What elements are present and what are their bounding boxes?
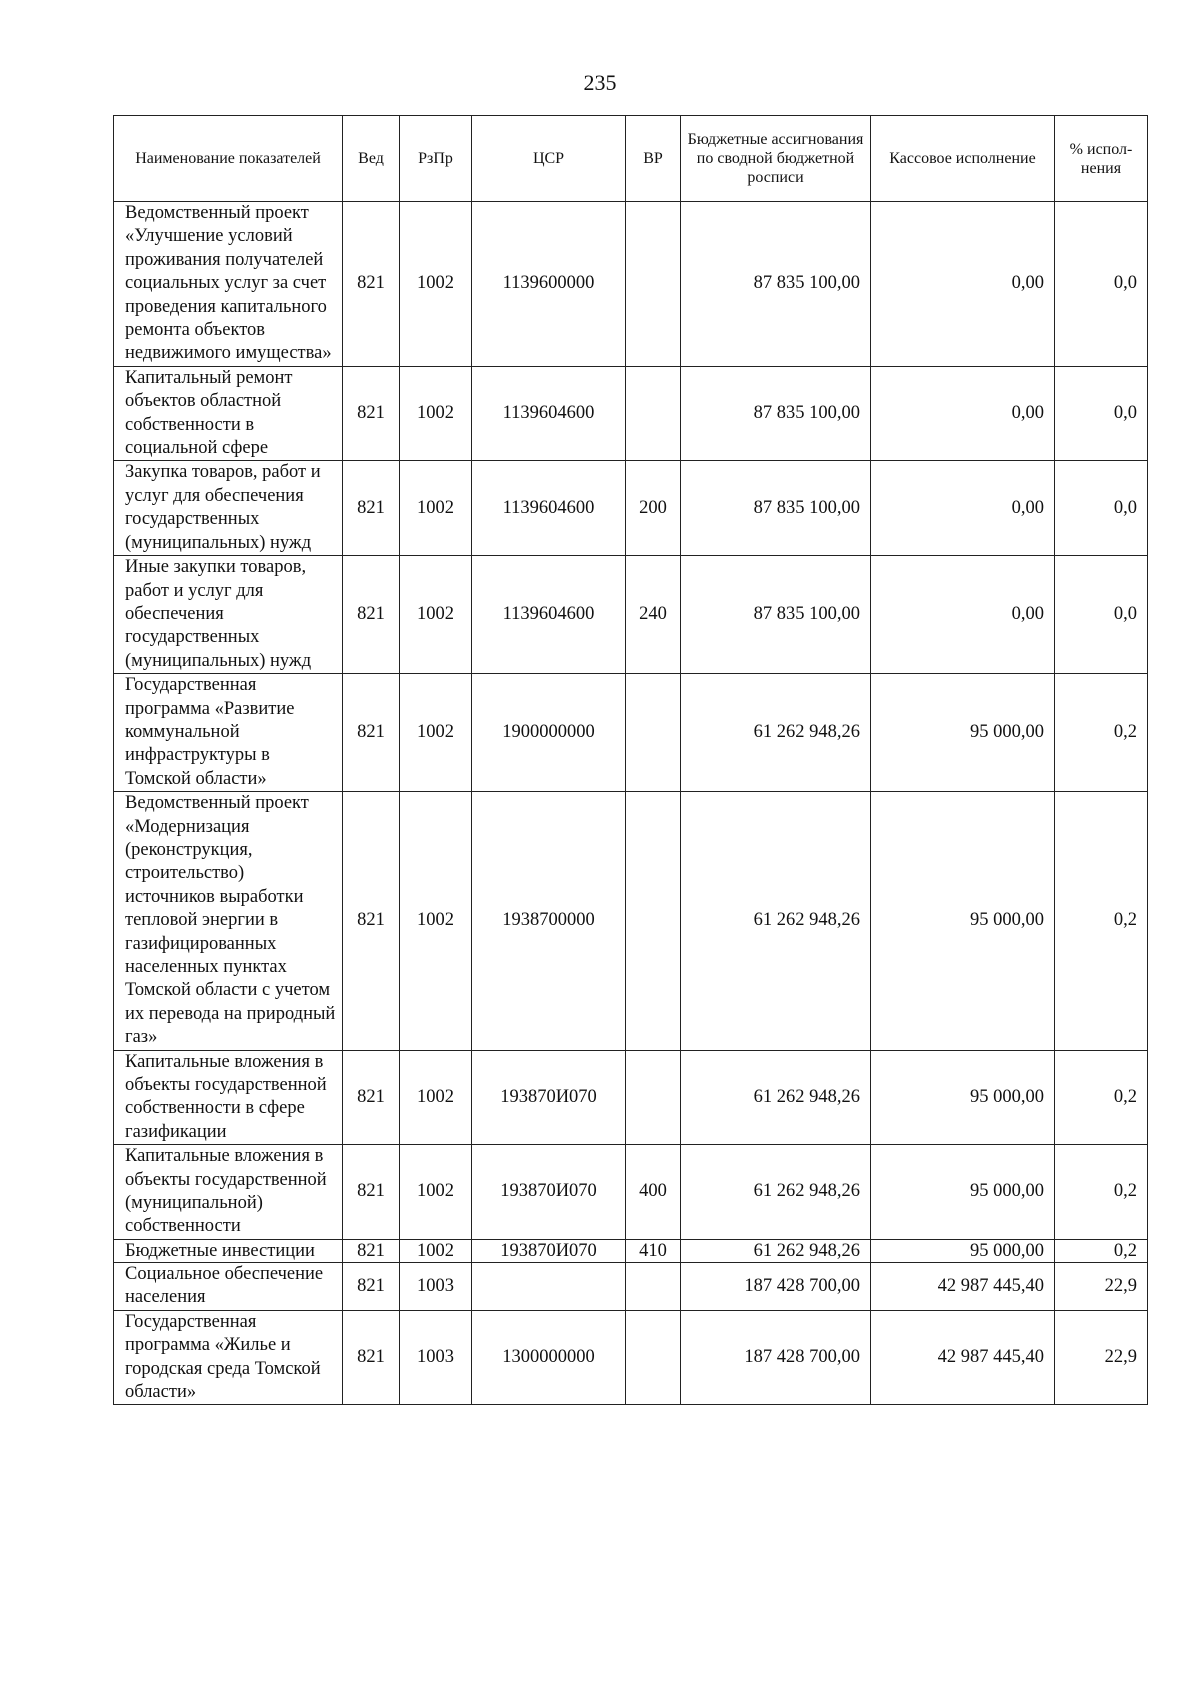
table-row: [114, 366, 1148, 461]
row-ved: 821: [343, 792, 400, 1050]
row-name: Ведомственный проект «Модернизация (реконструкция, строительство) источников выработки тепловой энергии в газифицированных населенных пунктах Томской области с учетом их перевода на природный газ»: [114, 792, 343, 1050]
row-name: Государственная программа «Жилье и городская среда Томской области»: [114, 1310, 343, 1405]
row-percent: 22,9: [1055, 1310, 1148, 1405]
row-cash: 0,00: [871, 461, 1055, 556]
table-row: [114, 792, 1148, 1050]
row-name: Социальное обеспечение населения: [114, 1262, 343, 1310]
row-cash: 0,00: [871, 556, 1055, 674]
table-row: [114, 556, 1148, 674]
row-name: Капитальный ремонт объектов областной собственности в социальной сфере: [114, 366, 343, 461]
row-percent: 0,0: [1055, 202, 1148, 367]
row-ved: 821: [343, 1145, 400, 1240]
row-rzpr: 1003: [400, 1310, 472, 1405]
row-ved: 821: [343, 1310, 400, 1405]
row-vr: [626, 366, 681, 461]
row-rzpr: 1002: [400, 792, 472, 1050]
row-name: Капитальные вложения в объекты государственной собственности в сфере газификации: [114, 1050, 343, 1145]
row-csr: 1938700000: [472, 792, 626, 1050]
page-number: 235: [583, 70, 617, 95]
row-vr: [626, 1310, 681, 1405]
table-row: [114, 202, 1148, 367]
row-csr: 1139604600: [472, 366, 626, 461]
row-rzpr: 1002: [400, 1050, 472, 1145]
row-rzpr: 1002: [400, 202, 472, 367]
row-vr: [626, 202, 681, 367]
row-csr: 193870И070: [472, 1145, 626, 1240]
row-csr: 1139604600: [472, 556, 626, 674]
row-vr: 240: [626, 556, 681, 674]
header-rzpr: РзПр: [400, 116, 472, 202]
row-csr: 1139600000: [472, 202, 626, 367]
row-csr: 1139604600: [472, 461, 626, 556]
row-ved: 821: [343, 202, 400, 367]
row-ved: 821: [343, 556, 400, 674]
row-assigned: 61 262 948,26: [681, 674, 871, 792]
row-assigned: 61 262 948,26: [681, 1239, 871, 1262]
row-vr: 200: [626, 461, 681, 556]
row-rzpr: 1002: [400, 674, 472, 792]
row-assigned: 87 835 100,00: [681, 461, 871, 556]
row-name: Закупка товаров, работ и услуг для обеспечения государственных (муниципальных) нужд: [114, 461, 343, 556]
row-vr: [626, 1050, 681, 1145]
row-csr: 193870И070: [472, 1239, 626, 1262]
row-assigned: 187 428 700,00: [681, 1262, 871, 1310]
row-assigned: 61 262 948,26: [681, 792, 871, 1050]
table-row: [114, 461, 1148, 556]
table-row: [114, 1145, 1148, 1240]
header-ved: Вед: [343, 116, 400, 202]
row-cash: 0,00: [871, 366, 1055, 461]
row-vr: [626, 792, 681, 1050]
row-csr: 1300000000: [472, 1310, 626, 1405]
row-percent: 0,0: [1055, 461, 1148, 556]
header-cash: Кассовое исполнение: [871, 116, 1055, 202]
row-rzpr: 1002: [400, 461, 472, 556]
row-rzpr: 1002: [400, 1145, 472, 1240]
row-assigned: 87 835 100,00: [681, 556, 871, 674]
row-rzpr: 1003: [400, 1262, 472, 1310]
row-percent: 0,2: [1055, 1145, 1148, 1240]
row-cash: 95 000,00: [871, 1239, 1055, 1262]
row-name: Ведомственный проект «Улучшение условий проживания получателей социальных услуг за счет проведения капитального ремонта объектов недвижимого имущества»: [114, 202, 343, 367]
header-vr: ВР: [626, 116, 681, 202]
row-cash: 95 000,00: [871, 1145, 1055, 1240]
row-cash: 95 000,00: [871, 1050, 1055, 1145]
row-vr: 400: [626, 1145, 681, 1240]
row-csr: [472, 1262, 626, 1310]
row-rzpr: 1002: [400, 1239, 472, 1262]
budget-table: [113, 115, 1148, 1405]
row-percent: 0,2: [1055, 674, 1148, 792]
table-body: [114, 202, 1148, 1405]
table-row: [114, 1239, 1148, 1262]
row-ved: 821: [343, 461, 400, 556]
row-cash: 0,00: [871, 202, 1055, 367]
row-name: Иные закупки товаров, работ и услуг для обеспечения государственных (муниципальных) нужд: [114, 556, 343, 674]
row-ved: 821: [343, 1239, 400, 1262]
row-ved: 821: [343, 674, 400, 792]
row-percent: 22,9: [1055, 1262, 1148, 1310]
row-cash: 95 000,00: [871, 792, 1055, 1050]
row-assigned: 61 262 948,26: [681, 1145, 871, 1240]
row-cash: 42 987 445,40: [871, 1262, 1055, 1310]
row-csr: 193870И070: [472, 1050, 626, 1145]
table-row: [114, 1262, 1148, 1310]
row-assigned: 61 262 948,26: [681, 1050, 871, 1145]
header-percent: % испол-нения: [1055, 116, 1148, 202]
row-percent: 0,0: [1055, 556, 1148, 674]
row-name: Государственная программа «Развитие коммунальной инфраструктуры в Томской области»: [114, 674, 343, 792]
table-row: [114, 674, 1148, 792]
table-header: [114, 116, 1148, 202]
row-percent: 0,2: [1055, 792, 1148, 1050]
row-cash: 42 987 445,40: [871, 1310, 1055, 1405]
row-assigned: 187 428 700,00: [681, 1310, 871, 1405]
row-name: Капитальные вложения в объекты государственной (муниципальной) собственности: [114, 1145, 343, 1240]
row-vr: 410: [626, 1239, 681, 1262]
row-csr: 1900000000: [472, 674, 626, 792]
row-ved: 821: [343, 1262, 400, 1310]
row-assigned: 87 835 100,00: [681, 366, 871, 461]
row-cash: 95 000,00: [871, 674, 1055, 792]
row-percent: 0,2: [1055, 1239, 1148, 1262]
row-vr: [626, 1262, 681, 1310]
header-assigned: Бюджетные ассигнования по сводной бюджетной росписи: [681, 116, 871, 202]
row-percent: 0,0: [1055, 366, 1148, 461]
header-csr: ЦСР: [472, 116, 626, 202]
row-name: Бюджетные инвестиции: [114, 1239, 343, 1262]
table-row: [114, 1050, 1148, 1145]
row-rzpr: 1002: [400, 366, 472, 461]
row-percent: 0,2: [1055, 1050, 1148, 1145]
row-ved: 821: [343, 1050, 400, 1145]
row-ved: 821: [343, 366, 400, 461]
row-vr: [626, 674, 681, 792]
table-row: [114, 1310, 1148, 1405]
header-name: Наименование показателей: [114, 116, 343, 202]
row-rzpr: 1002: [400, 556, 472, 674]
row-assigned: 87 835 100,00: [681, 202, 871, 367]
